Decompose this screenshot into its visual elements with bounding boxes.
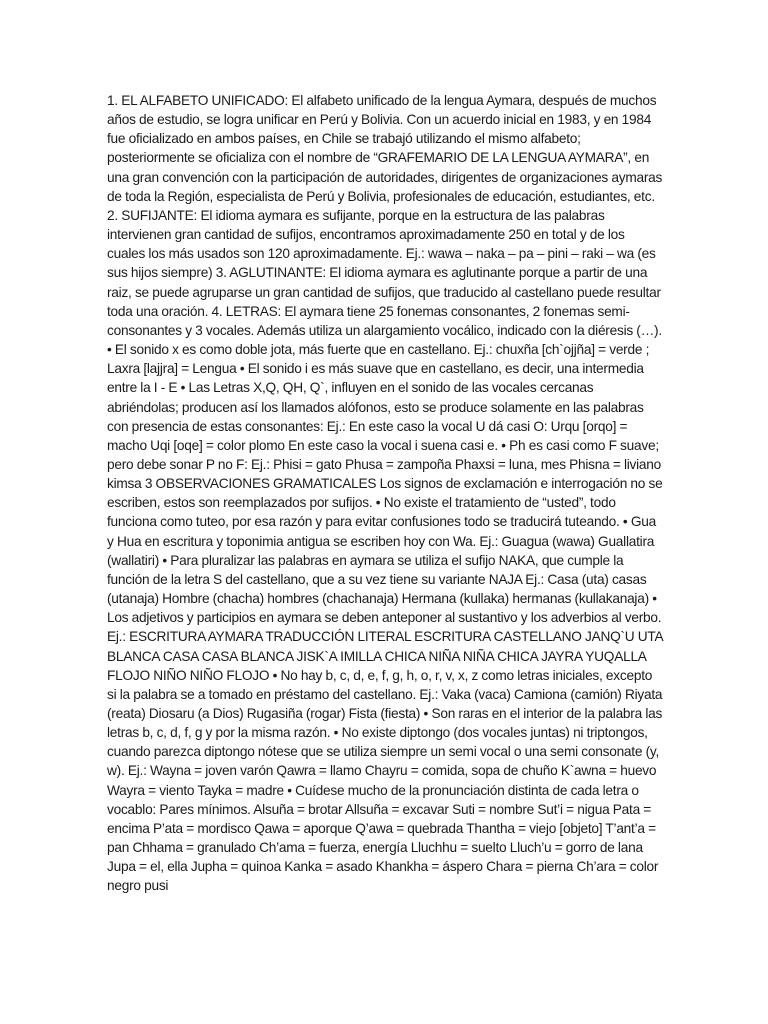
document-page: [107, 91, 663, 896]
document-body-text: 1. EL ALFABETO UNIFICADO: El alfabeto unificado de la lengua Aymara, después de muchos años de estudio, se logra unificar en Perú y Bolivia. Con un acuerdo inicial en 1983, y en 1984 fue oficializado en ambos países, en Chile se trabajó utilizando el mismo alfabeto; posteriormente se oficializa con el nombre de “GRAFEMARIO DE LA LENGUA AYMARA”, en una gran convención con la participación de autoridades, dirigentes de organizaciones aymaras de toda la Región, especialista de Perú y Bolivia, profesionales de educación, estudiantes, etc. 2. SUFIJANTE: El idioma aymara es sufijante, porque en la estructura de las palabras intervienen gran cantidad de sufijos, encontramos aproximadamente 250 en total y de los cuales los más usados son 120 aproximadamente. Ej.: wawa – naka – pa – pini – raki – wa (es sus hijos siempre) 3. AGLUTINANTE: El idioma aymara es aglutinante porque a partir de una raiz, se puede agruparse un gran cantidad de sufijos, que traducido al castellano puede resultar toda una oración. 4. LETRAS: El aymara tiene 25 fonemas consonantes, 2 fonemas semi-consonantes y 3 vocales. Además utiliza un alargamiento vocálico, indicado con la diéresis (…). • El sonido x es como doble jota, más fuerte que en castellano. Ej.: chuxña [ch`ojjña] = verde ; Laxra [lajjra] = Lengua • El sonido i es más suave que en castellano, es decir, una intermedia entre la I - E • Las Letras X,Q, QH, Q`, influyen en el sonido de las vocales cercanas abriéndolas; producen así los llamados alófonos, esto se produce solamente en las palabras con presencia de estas consonantes: Ej.: En este caso la vocal U dá casi O: Urqu [orqo] = macho Uqi [oqe] = color plomo En este caso la vocal i suena casi e. • Ph es casi como F suave; pero debe sonar P no F: Ej.: Phisi = gato Phusa = zampoña Phaxsi = luna, mes Phisna = liviano kimsa 3 OBSERVACIONES GRAMATICALES Los signos de exclamación e interrogación no se escriben, estos son reemplazados por sufijos. • No existe el tratamiento de “usted”, todo funciona como tuteo, por esa razón y para evitar confusiones todo se traducirá tuteando. • Gua y Hua en escritura y toponimia antigua se escriben hoy con Wa. Ej.: Guagua (wawa) Guallatira (wallatiri) • Para pluralizar las palabras en aymara se utiliza el sufijo NAKA, que cumple la función de la letra S del castellano, que a su vez tiene su variante NAJA Ej.: Casa (uta) casas (utanaja) Hombre (chacha) hombres (chachanaja) Hermana (kullaka) hermanas (kullakanaja) • Los adjetivos y participios en aymara se deben anteponer al sustantivo y los adverbios al verbo. Ej.: ESCRITURA AYMARA TRADUCCIÓN LITERAL ESCRITURA CASTELLANO JANQ`U UTA BLANCA CASA CASA BLANCA JISK`A IMILLA CHICA NIÑA NIÑA CHICA JAYRA YUQALLA FLOJO NIÑO NIÑO FLOJO • No hay b, c, d, e, f, g, h, o, r, v, x, z como letras iniciales, excepto si la palabra se a tomado en préstamo del castellano. Ej.: Vaka (vaca) Camiona (camión) Riyata (reata) Diosaru (a Dios) Rugasiña (rogar) Fista (fiesta) • Son raras en el interior de la palabra las letras b, c, d, f, g y por la misma razón. • No existe diptongo (dos vocales juntas) ni triptongos, cuando parezca diptongo nótese que se utiliza siempre un semi vocal o una semi consonate (y, w). Ej.: Wayna = joven varón Qawra = llamo Chayru = comida, sopa de chuño K`awna = huevo Wayra = viento Tayka = madre • Cuídese mucho de la pronunciación distinta de cada letra o vocablo: Pares mínimos. Alsuña = brotar Allsuña = excavar Suti = nombre Sut’i = nigua Pata = encima P’ata = mordisco Qawa = aporque Q’awa = quebrada Thantha = viejo [objeto] T’ant’a = pan Chhama = granulado Ch’ama = fuerza, energía Lluchhu = suelto Lluch’u = gorro de lana Jupa = el, ella Jupha = quinoa Kanka = asado Khankha = áspero Chara = pierna Ch’ara = color negro pusi: [107, 93, 663, 894]
